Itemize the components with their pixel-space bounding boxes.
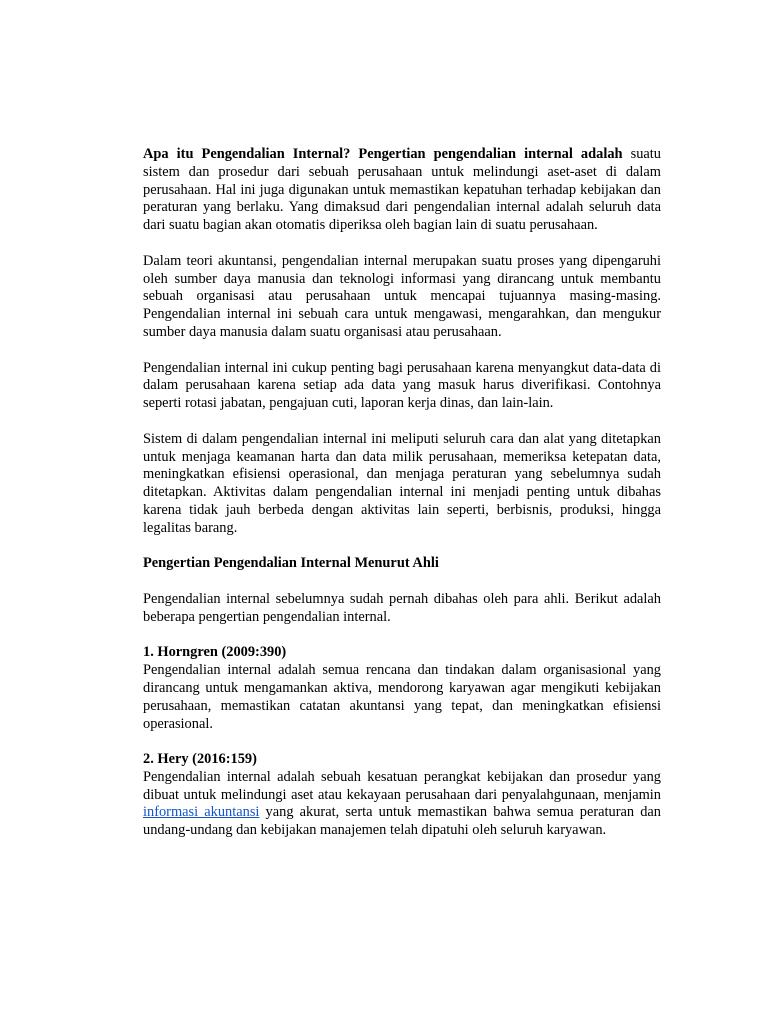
item-body-hery-after: yang akurat, serta untuk memastikan bahwa semua peraturan dan undang-undang dan kebijakan manajemen telah dipatuhi oleh seluruh karyawan.: [143, 804, 661, 839]
item-body-horngren: Pengendalian internal adalah semua rencana dan tindakan dalam organisasional yang dirancang untuk mengamankan aktiva, mendorong karyawan agar mengikuti kebijakan perusahaan, memastikan catatan akuntansi yang tepat, dan meningkatkan efisiensi operasional.: [143, 662, 661, 732]
intro-lead-bold: Apa itu Pengendalian Internal? Pengertian pengendalian internal adalah: [143, 146, 623, 162]
section-heading: Pengertian Pengendalian Internal Menurut Ahli: [143, 555, 439, 572]
item-body-hery: [143, 769, 661, 840]
intro-paragraph: [143, 146, 661, 235]
paragraph-theory: Dalam teori akuntansi, pengendalian internal merupakan suatu proses yang dipengaruhi oleh sumber daya manusia dan teknologi informasi yang dirancang untuk membantu sebuah organisasi atau perusahaan untuk mencapai tujuannya masing-masing. Pengendalian internal ini sebuah cara untuk mengawasi, mengarahkan, dan mengukur sumber daya manusia dalam suatu organisasi atau perusahaan.: [143, 252, 661, 340]
document-page: [143, 146, 661, 858]
informasi-akuntansi-link[interactable]: informasi akuntansi: [143, 804, 260, 821]
intro-rest: suatu sistem dan prosedur dari sebuah perusahaan untuk melindungi aset-aset di dalam perusahaan. Hal ini juga digunakan untuk memastikan kepatuhan terhadap kebijakan dan peraturan yang berlaku. Yang dimaksud dari pengendalian internal adalah seluruh data dari suatu bagian akan otomatis diperiksa oleh bagian lain di suatu perusahaan.: [143, 146, 661, 234]
paragraph-system: Sistem di dalam pengendalian internal ini meliputi seluruh cara dan alat yang ditetapkan untuk menjaga keamanan harta dan data milik perusahaan, memeriksa ketepatan data, meningkatkan efisiensi operasional, dan menjaga peraturan yang sebelumnya sudah ditetapkan. Aktivitas dalam pengendalian internal ini menjadi penting untuk dibahas karena tidak jauh berbeda dengan aktivitas lain seperti, berbisnis, produksi, hingga legalitas barang.: [143, 430, 661, 536]
item-title-horngren: 1. Horngren (2009:390): [143, 644, 287, 661]
item-title-hery: 2. Hery (2016:159): [143, 751, 257, 768]
paragraph-importance: Pengendalian internal ini cukup penting bagi perusahaan karena menyangkut data-data di dalam perusahaan karena setiap ada data yang masuk harus diverifikasi. Contohnya seperti rotasi jabatan, pengajuan cuti, laporan kerja dinas, dan lain-lain.: [143, 359, 661, 412]
section-intro: Pengendalian internal sebelumnya sudah pernah dibahas oleh para ahli. Berikut adalah beberapa pengertian pengendalian internal.: [143, 590, 661, 625]
item-body-hery-before: Pengendalian internal adalah sebuah kesatuan perangkat kebijakan dan prosedur yang dibuat untuk melindungi aset atau kekayaan perusahaan dari penyalahgunaan, menjamin: [143, 768, 661, 803]
